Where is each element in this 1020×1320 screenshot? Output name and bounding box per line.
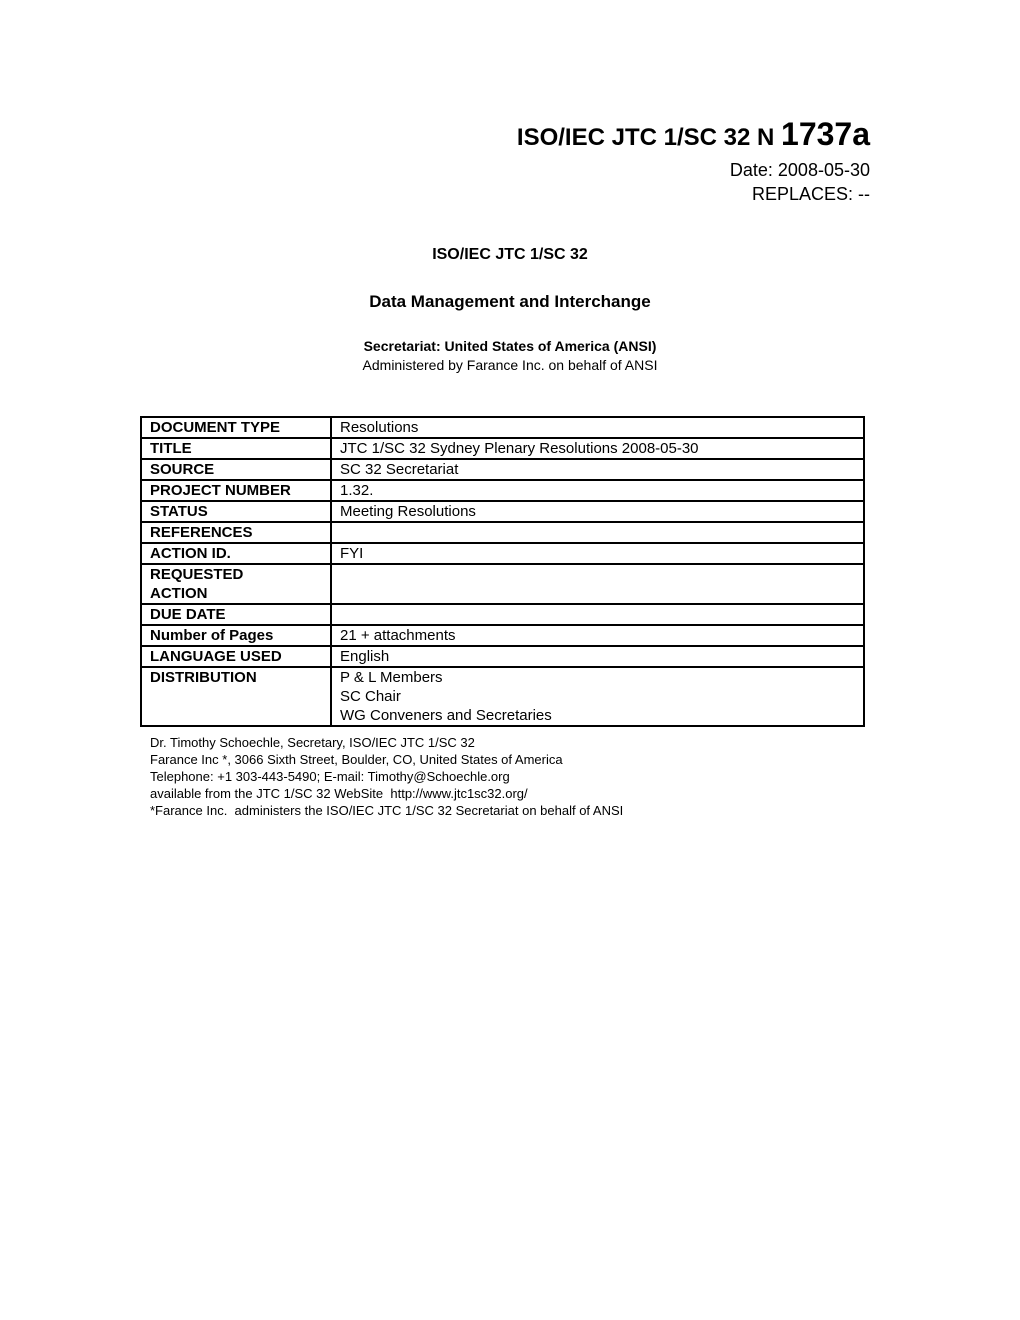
document-number <box>517 114 870 158</box>
contact-line: available from the JTC 1/SC 32 WebSite http://www.jtc1sc32.org/ <box>150 786 528 801</box>
row-label: Number of Pages <box>141 625 331 646</box>
contact-line: Dr. Timothy Schoechle, Secretary, ISO/IEC JTC 1/SC 32 <box>150 735 475 750</box>
contact-line: Farance Inc *, 3066 Sixth Street, Boulder, CO, United States of America <box>150 752 563 767</box>
row-value: JTC 1/SC 32 Sydney Plenary Resolutions 2008-05-30 <box>331 438 864 459</box>
row-label: SOURCE <box>141 459 331 480</box>
table-row <box>141 459 864 480</box>
row-label: PROJECT NUMBER <box>141 480 331 501</box>
row-value: Resolutions <box>331 417 864 438</box>
committee-title: ISO/IEC JTC 1/SC 32 <box>432 246 588 263</box>
secretariat-line: Secretariat: United States of America (ANSI) <box>363 338 657 354</box>
row-value <box>331 564 864 604</box>
row-label: TITLE <box>141 438 331 459</box>
document-date: Date: 2008-05-30 <box>729 160 870 180</box>
row-label: STATUS <box>141 501 331 522</box>
row-value: Meeting Resolutions <box>331 501 864 522</box>
committee-subtitle: Data Management and Interchange <box>369 292 651 311</box>
distribution-line: SC Chair <box>340 688 401 705</box>
table-row <box>141 501 864 522</box>
table-row <box>141 564 864 604</box>
table-row <box>141 646 864 667</box>
row-label: DUE DATE <box>141 604 331 625</box>
row-value: English <box>331 646 864 667</box>
row-value <box>331 667 864 726</box>
table-row <box>141 417 864 438</box>
row-label: ACTION ID. <box>141 543 331 564</box>
table-row <box>141 522 864 543</box>
document-replaces: REPLACES: -- <box>751 184 870 204</box>
document-number-prefix: ISO/IEC JTC 1/SC 32 N <box>516 124 775 151</box>
row-label: REFERENCES <box>141 522 331 543</box>
row-value: 1.32. <box>331 480 864 501</box>
distribution-line: WG Conveners and Secretaries <box>340 707 552 724</box>
document-header <box>517 114 870 206</box>
table-row <box>141 625 864 646</box>
row-label-line: ACTION <box>150 585 208 602</box>
row-value: FYI <box>331 543 864 564</box>
row-value: SC 32 Secretariat <box>331 459 864 480</box>
table-row <box>141 543 864 564</box>
distribution-line: P & L Members <box>340 669 443 686</box>
row-value <box>331 522 864 543</box>
row-label: DISTRIBUTION <box>141 667 331 726</box>
contact-line: Telephone: +1 303-443-5490; E-mail: Timothy@Schoechle.org <box>150 769 510 784</box>
table-row <box>141 604 864 625</box>
table-row <box>141 480 864 501</box>
document-number-value: 1737a <box>781 116 870 152</box>
row-label-line: REQUESTED <box>150 566 244 583</box>
row-value: 21 + attachments <box>331 625 864 646</box>
table-row <box>141 438 864 459</box>
contact-line: *Farance Inc. administers the ISO/IEC JTC 1/SC 32 Secretariat on behalf of ANSI <box>150 803 624 818</box>
row-label: DOCUMENT TYPE <box>141 417 331 438</box>
row-value <box>331 604 864 625</box>
contact-block <box>150 734 623 819</box>
row-label <box>141 564 331 604</box>
document-info-table <box>140 416 865 727</box>
table-row <box>141 667 864 726</box>
administered-line: Administered by Farance Inc. on behalf of ANSI <box>362 357 658 373</box>
row-label: LANGUAGE USED <box>141 646 331 667</box>
